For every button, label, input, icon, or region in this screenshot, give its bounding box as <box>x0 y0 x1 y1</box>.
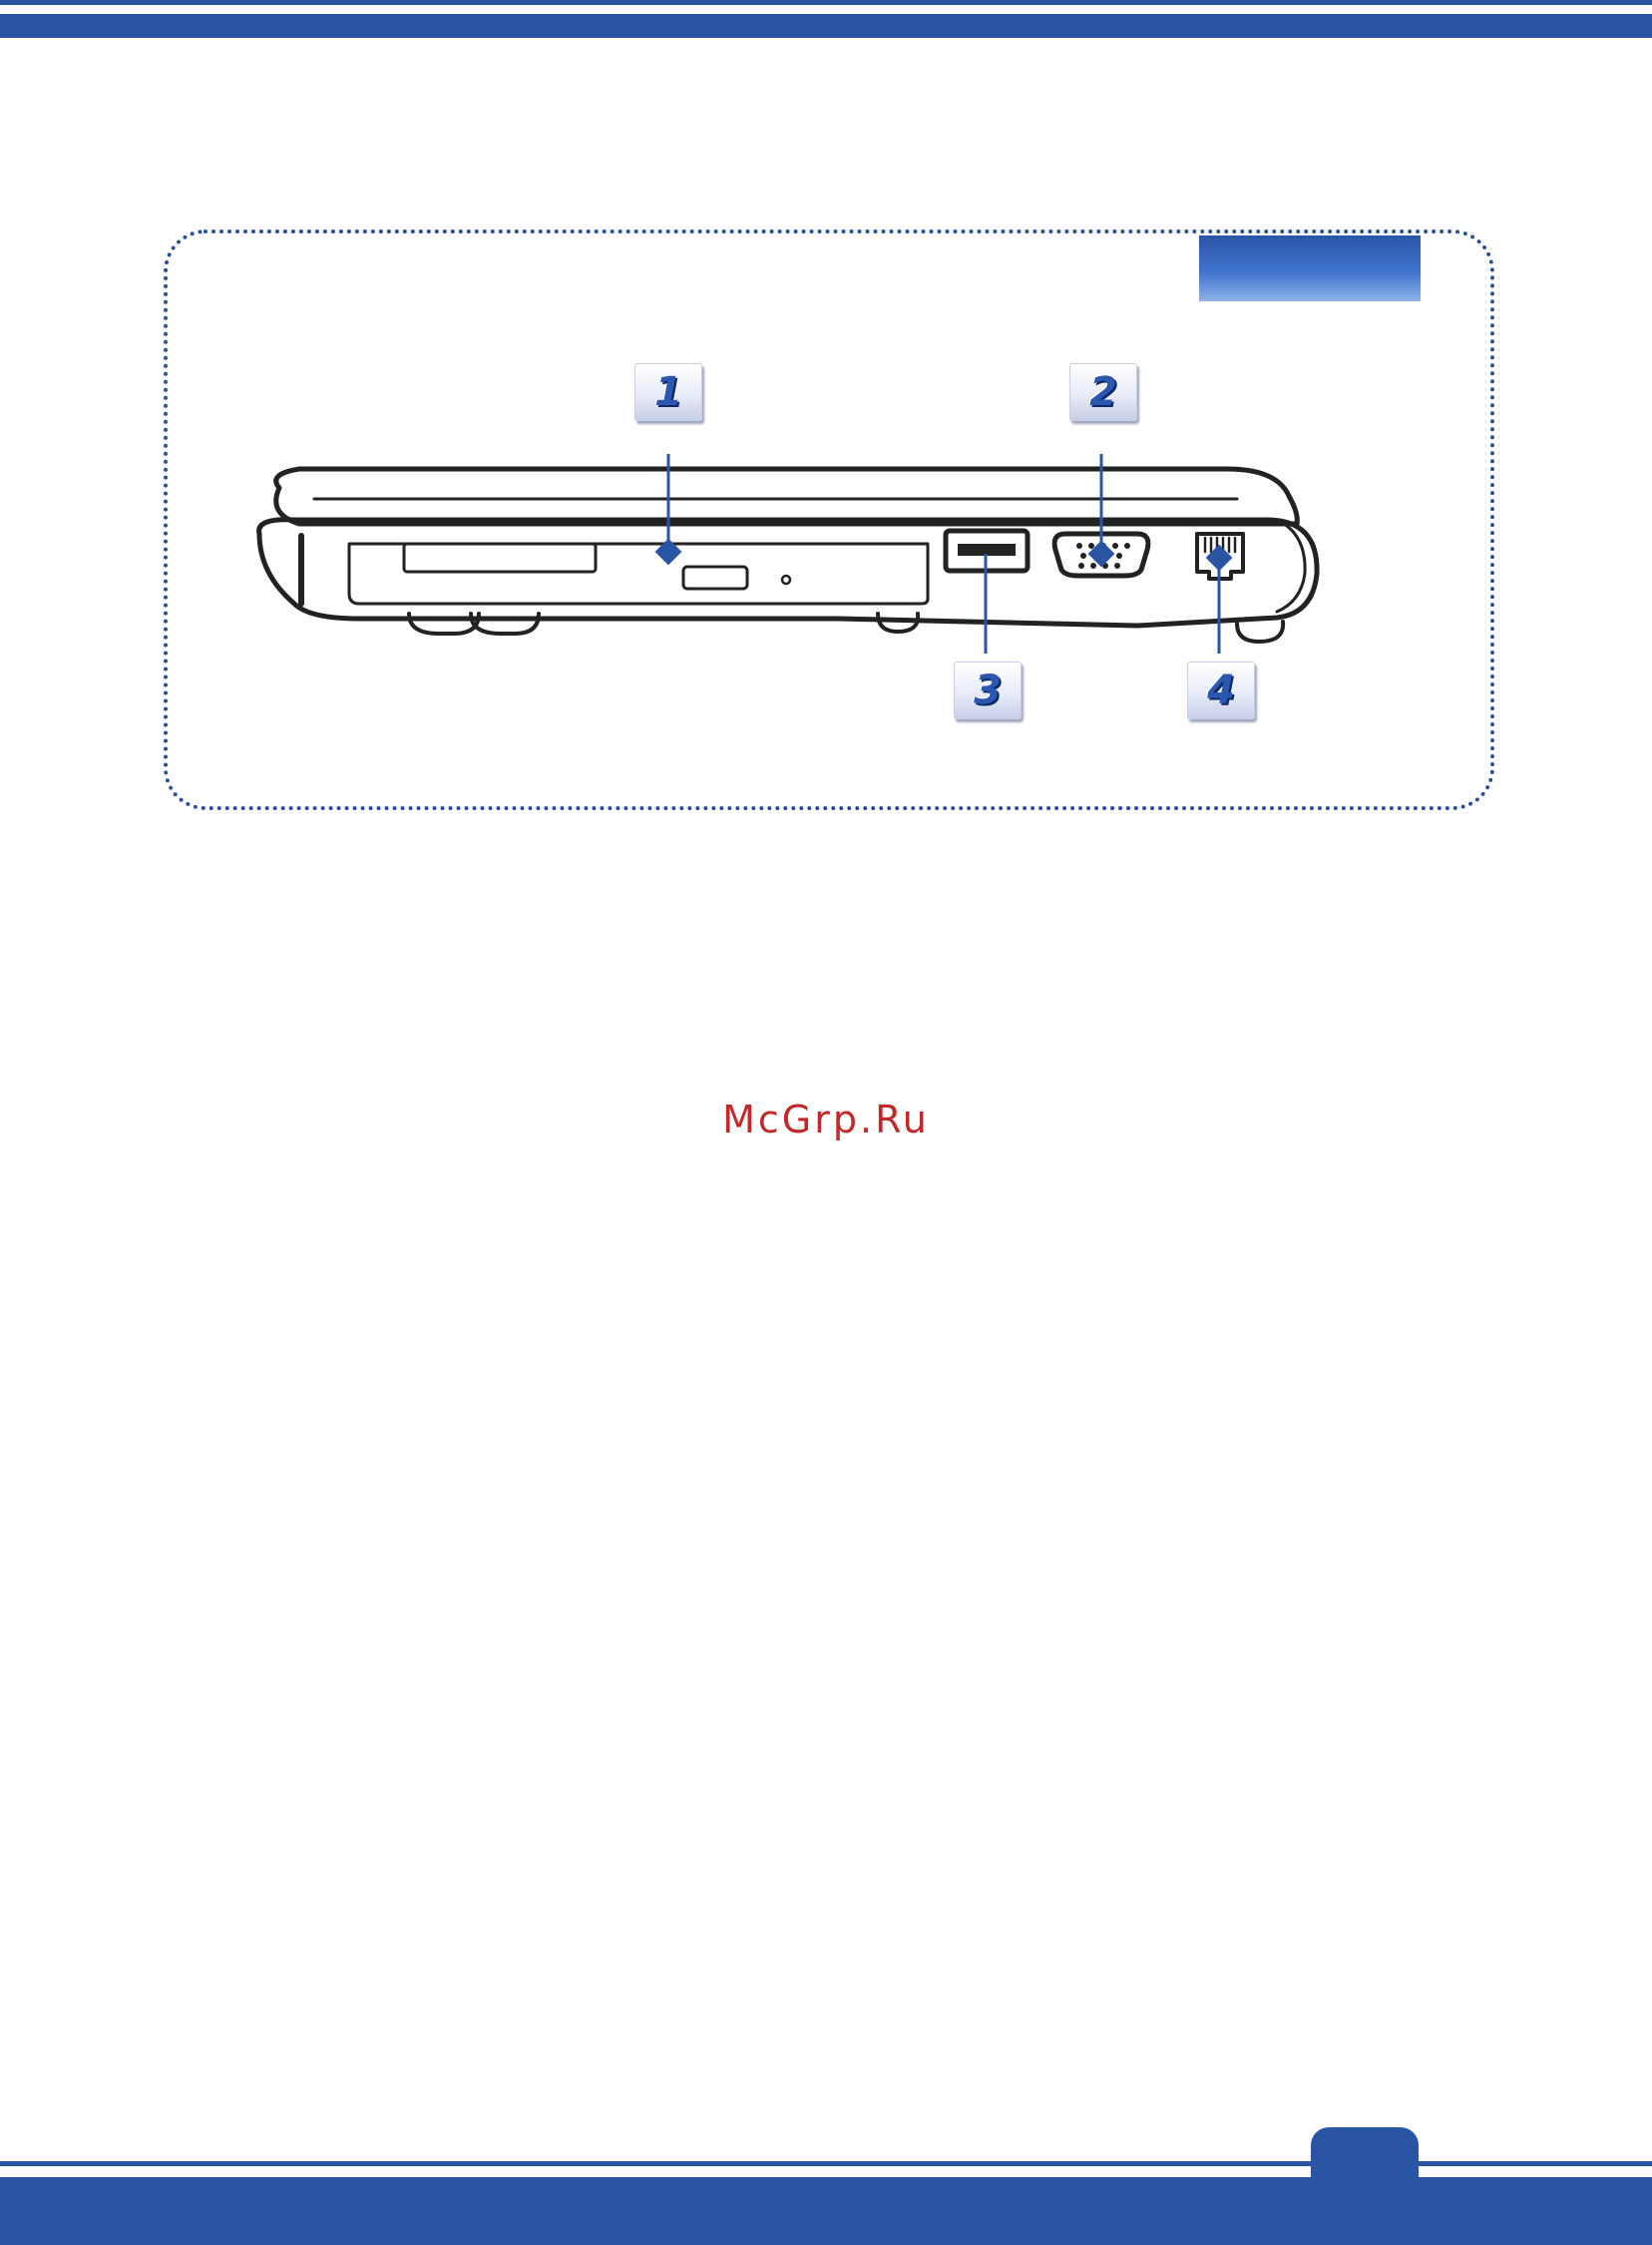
laptop-lid <box>276 469 1298 524</box>
callout-1: 1 <box>634 363 702 421</box>
section-tab <box>1199 235 1421 301</box>
footer-bar <box>0 2177 1652 2245</box>
optical-drive-icon <box>349 544 928 604</box>
laptop-side-view <box>239 454 1337 654</box>
callout-2: 2 <box>1069 363 1137 421</box>
header-rule <box>0 0 1652 5</box>
eject-hole <box>782 576 790 584</box>
eject-button <box>683 567 747 589</box>
watermark-text: McGrp.Ru <box>722 1098 930 1141</box>
optical-drive-label-slot <box>404 544 596 572</box>
callout-3: 3 <box>954 662 1022 719</box>
header-bar <box>0 14 1652 38</box>
callout-4: 4 <box>1187 662 1255 719</box>
